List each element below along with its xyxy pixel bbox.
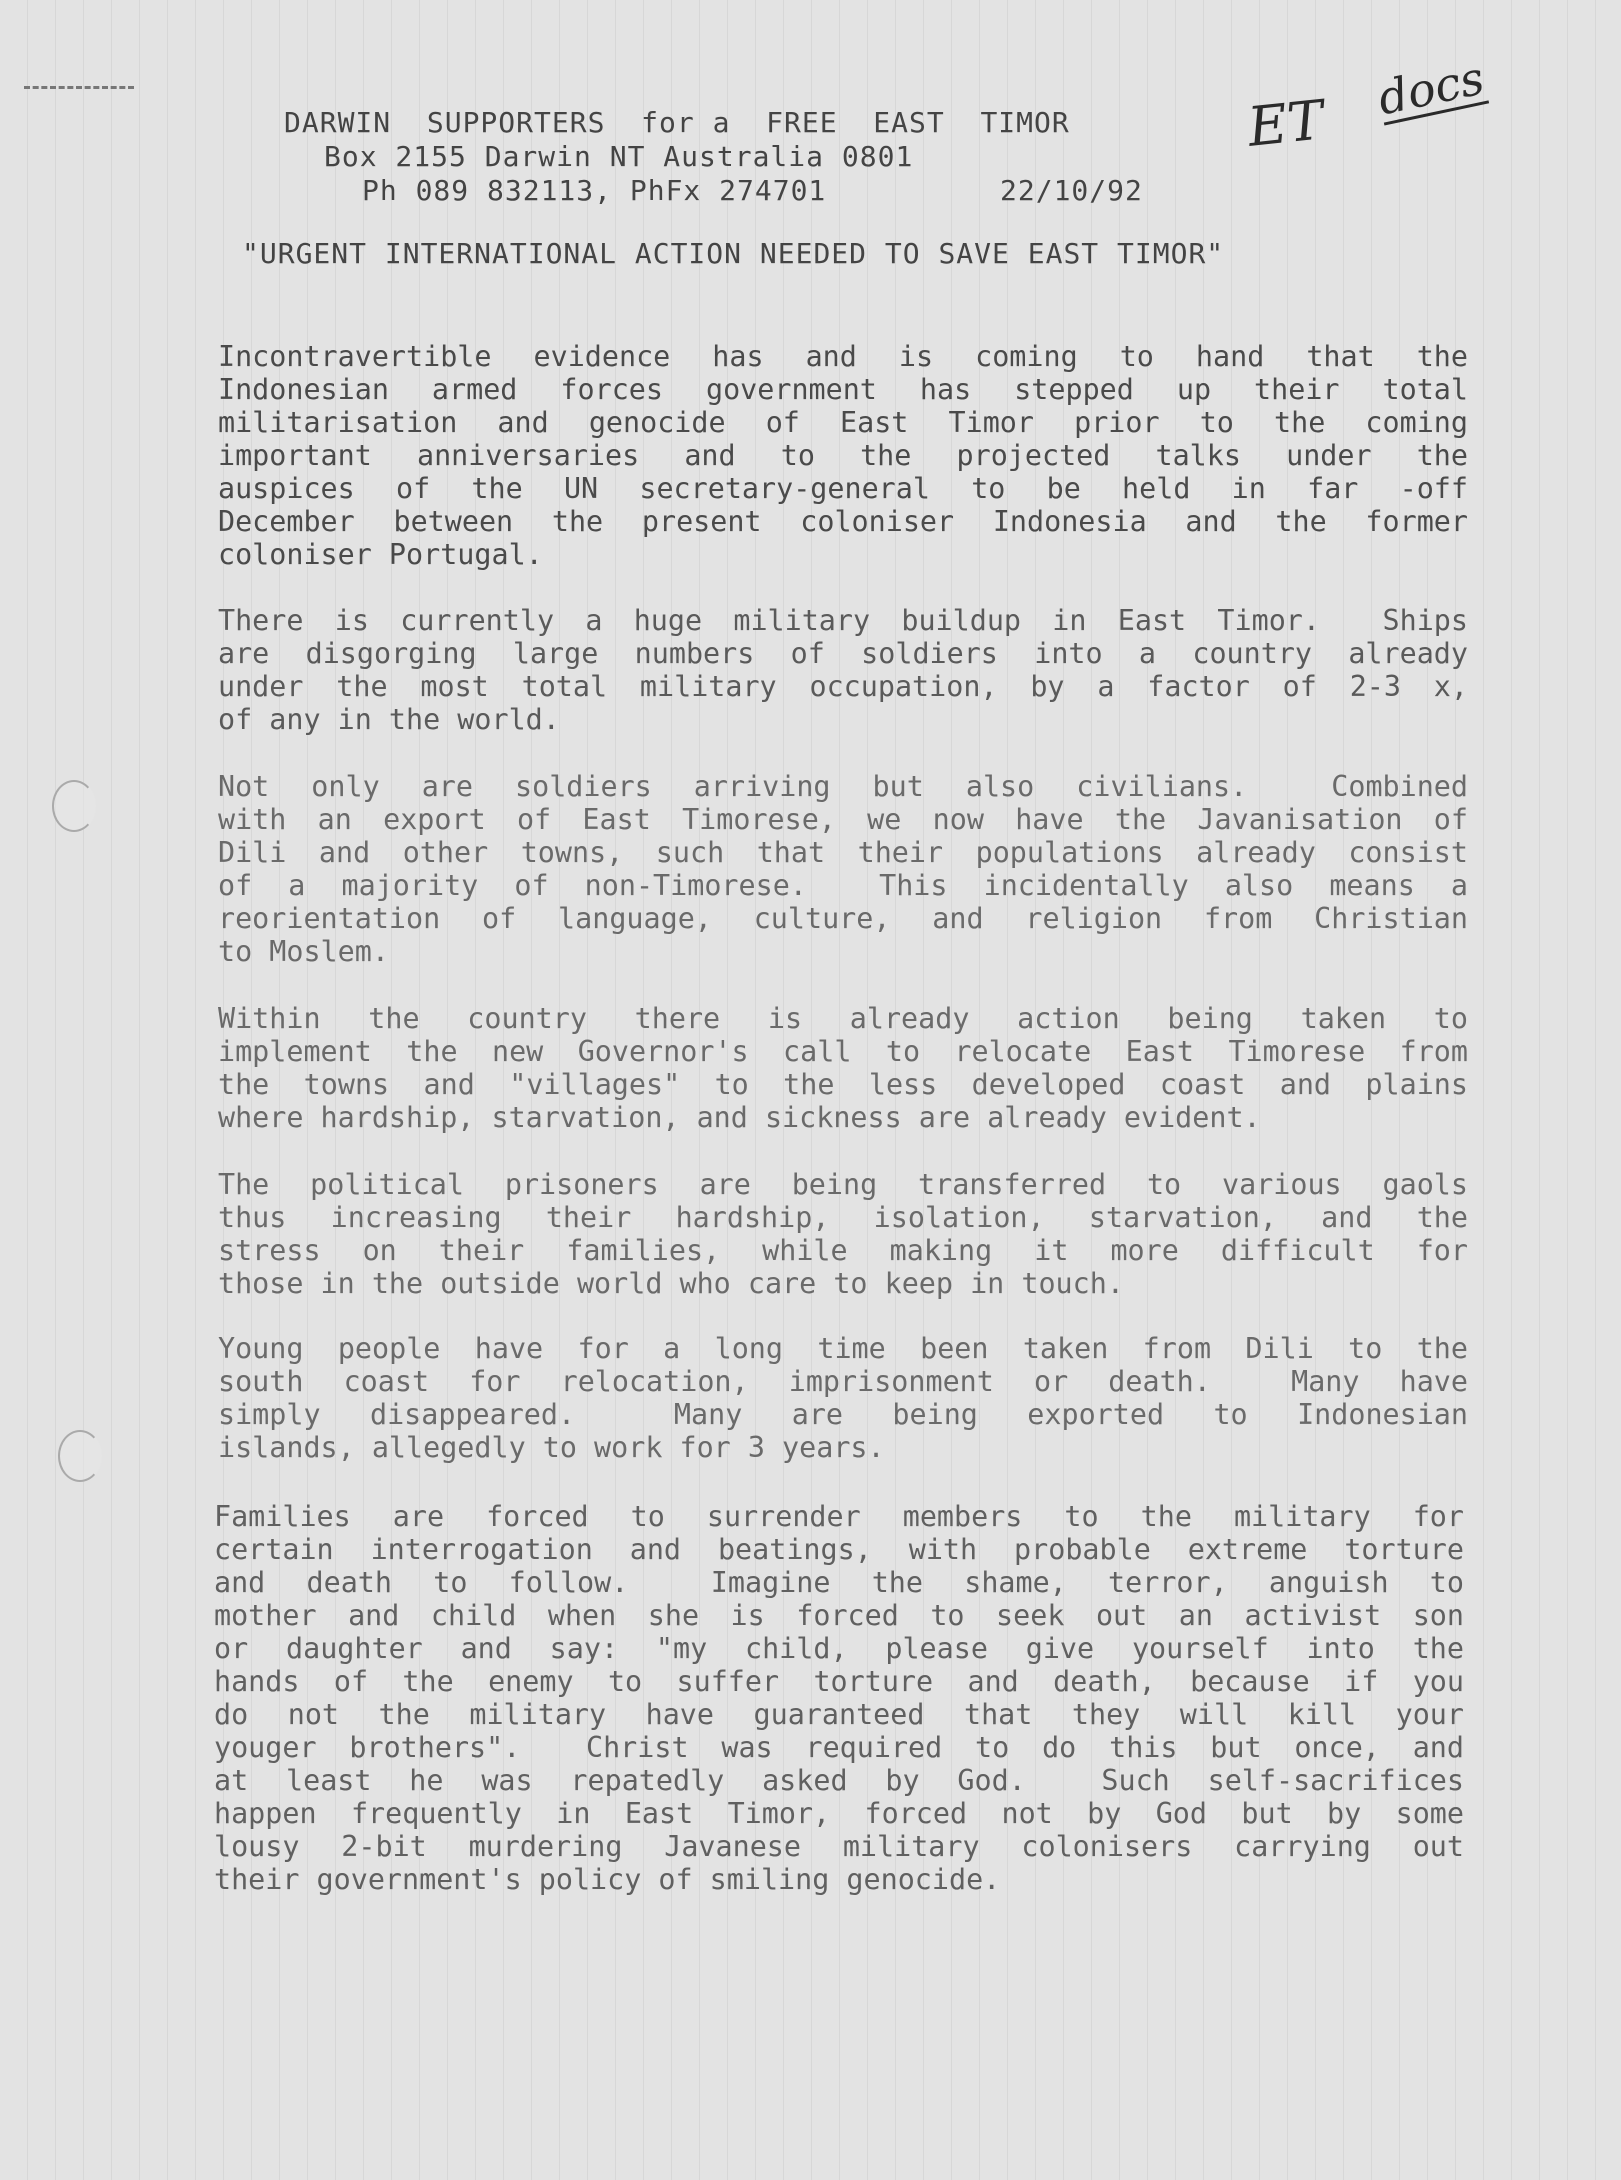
paragraph-line: islands, allegedly to work for 3 years. [218, 1431, 885, 1464]
punch-hole-upper [52, 780, 96, 832]
paragraph-line: thus increasing their hardship, isolation, starvation, and the [218, 1201, 1468, 1234]
paragraph-line: implement the new Governor's call to relocate East Timorese from [218, 1035, 1468, 1068]
paragraph-line: lousy 2-bit murdering Javanese military colonisers carrying out [214, 1830, 1464, 1863]
paragraph-line: Indonesian armed forces government has stepped up their total [218, 373, 1468, 406]
paragraph-line: Incontravertible evidence has and is coming to hand that the [218, 340, 1468, 373]
paragraph-line: Dili and other towns, such that their populations already consist [218, 836, 1468, 869]
paragraph-line: where hardship, starvation, and sickness are already evident. [218, 1101, 1261, 1134]
paragraph-line: stress on their families, while making it more difficult for [218, 1234, 1468, 1267]
paragraph-line: or daughter and say: "my child, please give yourself into the [214, 1632, 1464, 1665]
phone-line: Ph 089 832113, PhFx 274701 [362, 174, 827, 207]
corner-pencil-mark [24, 86, 134, 93]
paragraph-6 [218, 1332, 1468, 1464]
paragraph-line: to Moslem. [218, 935, 389, 968]
handwritten-note-et: ET [1244, 88, 1327, 159]
paragraph-4 [218, 1002, 1468, 1134]
paragraph-line: with an export of East Timorese, we now have the Javanisation of [218, 803, 1468, 836]
org-name-line: DARWIN SUPPORTERS for a FREE EAST TIMOR [284, 106, 1070, 139]
paragraph-line: certain interrogation and beatings, with probable extreme torture [214, 1533, 1464, 1566]
paragraph-line: south coast for relocation, imprisonment or death. Many have [218, 1365, 1468, 1398]
paragraph-line: coloniser Portugal. [218, 538, 543, 571]
document-title: "URGENT INTERNATIONAL ACTION NEEDED TO SAVE EAST TIMOR" [242, 237, 1225, 270]
paragraph-3 [218, 770, 1468, 968]
paragraph-line: mother and child when she is forced to seek out an activist son [214, 1599, 1464, 1632]
paragraph-line: There is currently a huge military buildup in East Timor. Ships [218, 604, 1468, 637]
paragraph-2 [218, 604, 1468, 736]
paragraph-5 [218, 1168, 1468, 1300]
paragraph-line: do not the military have guaranteed that they will kill your [214, 1698, 1464, 1731]
paragraph-line: youger brothers". Christ was required to do this but once, and [214, 1731, 1464, 1764]
punch-hole-lower [58, 1430, 102, 1482]
paragraph-line: those in the outside world who care to keep in touch. [218, 1267, 1124, 1300]
letter-date: 22/10/92 [1000, 174, 1143, 207]
paragraph-line: under the most total military occupation, by a factor of 2-3 x, [218, 670, 1468, 703]
paragraph-line: December between the present coloniser Indonesia and the former [218, 505, 1468, 538]
paragraph-line: Young people have for a long time been taken from Dili to the [218, 1332, 1468, 1365]
paragraph-1 [218, 340, 1468, 571]
paragraph-line: and death to follow. Imagine the shame, terror, anguish to [214, 1566, 1464, 1599]
paragraph-line: of a majority of non-Timorese. This incidentally also means a [218, 869, 1468, 902]
paragraph-line: auspices of the UN secretary-general to be held in far -off [218, 472, 1468, 505]
handwritten-note-docs: docs [1373, 50, 1489, 126]
paragraph-line: The political prisoners are being transferred to various gaols [218, 1168, 1468, 1201]
paragraph-7 [214, 1500, 1464, 1896]
address-line: Box 2155 Darwin NT Australia 0801 [324, 140, 914, 173]
paragraph-line: militarisation and genocide of East Timor prior to the coming [218, 406, 1468, 439]
paragraph-line: happen frequently in East Timor, forced not by God but by some [214, 1797, 1464, 1830]
paragraph-line: important anniversaries and to the projected talks under the [218, 439, 1468, 472]
paragraph-line: reorientation of language, culture, and religion from Christian [218, 902, 1468, 935]
paragraph-line: Within the country there is already action being taken to [218, 1002, 1468, 1035]
paragraph-line: Families are forced to surrender members to the military for [214, 1500, 1464, 1533]
paragraph-line: simply disappeared. Many are being exported to Indonesian [218, 1398, 1468, 1431]
paragraph-line: at least he was repatedly asked by God. Such self-sacrifices [214, 1764, 1464, 1797]
paragraph-line: are disgorging large numbers of soldiers into a country already [218, 637, 1468, 670]
paragraph-line: the towns and "villages" to the less developed coast and plains [218, 1068, 1468, 1101]
paragraph-line: of any in the world. [218, 703, 560, 736]
paragraph-line: Not only are soldiers arriving but also civilians. Combined [218, 770, 1468, 803]
paragraph-line: hands of the enemy to suffer torture and death, because if you [214, 1665, 1464, 1698]
paragraph-line: their government's policy of smiling genocide. [214, 1863, 1001, 1896]
